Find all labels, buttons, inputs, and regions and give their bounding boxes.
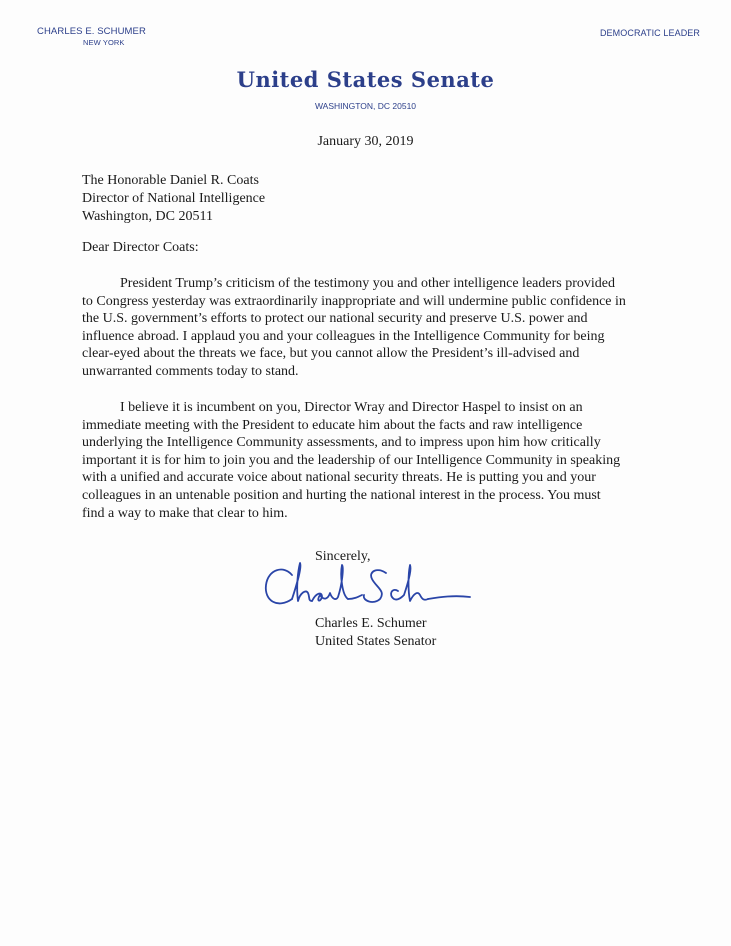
paragraph-line: President Trump’s criticism of the testimony you and other intelligence leaders provided [120, 276, 615, 291]
signer-name: Charles E. Schumer [315, 616, 427, 631]
paragraph-line: unwarranted comments today to stand. [82, 363, 299, 379]
paragraph-line: with a unified and accurate voice about national security threats. He is putting you and your [82, 470, 596, 486]
letterhead-institution-address: WASHINGTON, DC 20510 [314, 101, 417, 111]
paragraph-line: important it is for him to join you and the leadership of our Intelligence Community in speaking [82, 452, 621, 468]
letterhead-institution: United States Senate [236, 67, 495, 92]
letter-date: January 30, 2019 [317, 134, 414, 149]
recipient-line: The Honorable Daniel R. Coats [82, 173, 259, 188]
signer-title: United States Senator [315, 634, 437, 649]
recipient-line: Washington, DC 20511 [82, 209, 213, 224]
recipient-line: Director of National Intelligence [82, 191, 266, 206]
body-paragraph-2 [82, 399, 662, 522]
recipient-address [82, 172, 265, 226]
letterhead-sender-role: DEMOCRATIC LEADER [599, 28, 700, 38]
body-paragraph-1 [82, 275, 662, 381]
salutation: Dear Director Coats: [82, 240, 199, 255]
paragraph-line: I believe it is incumbent on you, Director Wray and Director Haspel to insist on an [120, 400, 583, 415]
paragraph-line: colleagues in an untenable position and hurting the national interest in the process. You must [82, 487, 601, 503]
paragraph-line: find a way to make that clear to him. [82, 505, 288, 521]
closing: Sincerely, [315, 549, 371, 564]
letterhead-sender-state: NEW YORK [83, 38, 125, 47]
letterhead-sender-name: CHARLES E. SCHUMER [37, 26, 146, 37]
paragraph-line: to Congress yesterday was extraordinarily inappropriate and will undermine public confidence in [82, 293, 626, 309]
paragraph-line: underlying the Intelligence Community assessments, and to impress upon him how critically [82, 435, 601, 451]
paragraph-line: immediate meeting with the President to educate him about the facts and raw intelligence [82, 417, 583, 433]
handwritten-signature [258, 557, 478, 617]
paragraph-line: influence abroad. I applaud you and your colleagues in the Intelligence Community for being [82, 328, 605, 344]
paragraph-line: the U.S. government’s efforts to protect our national security and preserve U.S. power and [82, 311, 588, 327]
signature-block [315, 615, 436, 651]
paragraph-line: clear-eyed about the threats we face, but you cannot allow the President’s ill-advised and [82, 346, 580, 362]
